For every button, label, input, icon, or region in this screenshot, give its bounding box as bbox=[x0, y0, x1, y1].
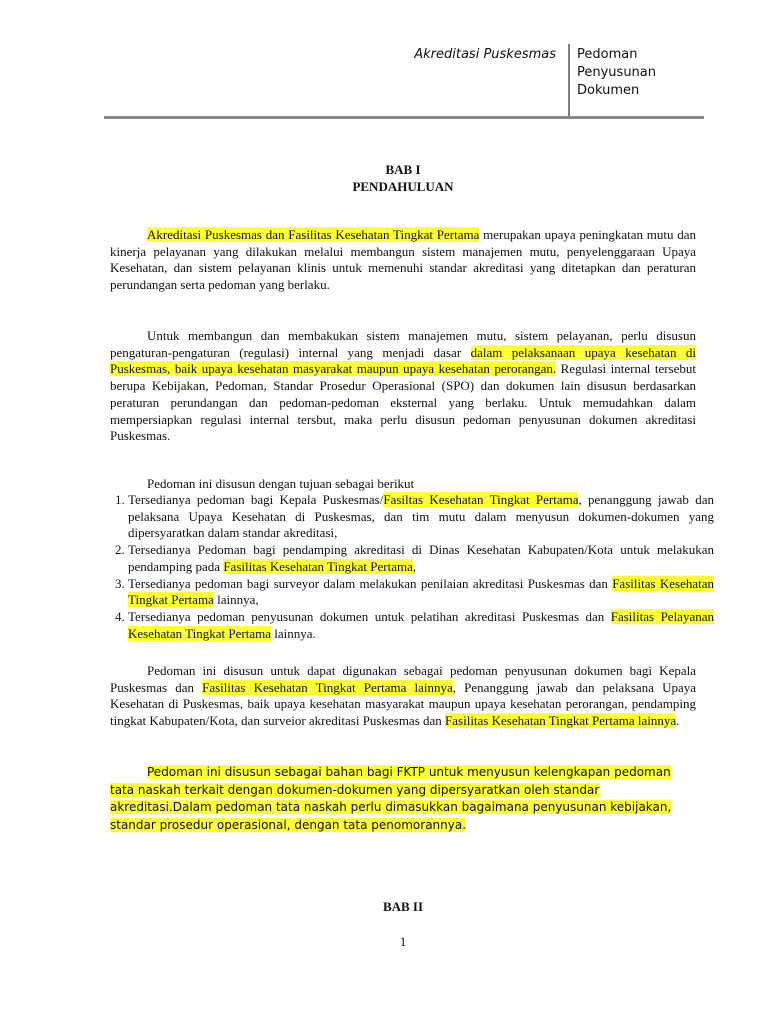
list-item-text: , bbox=[412, 558, 417, 574]
list-item-text: , penanggung jawab dan pelaksana Upaya Kesehatan di Puskesmas, dan tim mutu dalam menyusun dokumen-dokumen yang dipersyaratkan dalam standar akreditasi, bbox=[128, 492, 714, 541]
paragraph-text: . bbox=[676, 713, 680, 729]
highlighted-text: Akreditasi Puskesmas dan Fasilitas Kesehatan Tingkat Pertama bbox=[147, 227, 480, 242]
header-doc-type-line: Penyusunan bbox=[577, 65, 657, 80]
header-doc-type-line: Pedoman bbox=[577, 47, 638, 62]
highlighted-text: Fasilitas Kesehatan Tingkat Pertama bbox=[128, 575, 714, 608]
purpose-intro bbox=[110, 476, 696, 493]
intro-paragraph bbox=[110, 227, 696, 294]
list-item-text: lainnya. bbox=[270, 625, 316, 641]
usage-paragraph bbox=[110, 663, 696, 730]
paragraph-text: , Penanggung jawab dan pelaksana Upaya Kesehatan di Puskesmas, baik upaya kesehatan masyarakat maupun upaya kesehatan perorangan, pendamping tingkat Kabupaten/Kota, dan surveior akreditasi Puskesmas dan bbox=[110, 679, 697, 729]
purpose-list bbox=[110, 492, 714, 642]
page-number: 1 bbox=[399, 934, 407, 949]
chapter-number: BAB I bbox=[385, 162, 421, 177]
list-item-text: Tersedianya pedoman bagi surveyor dalam melakukan penilaian akreditasi Puskesmas dan bbox=[128, 575, 613, 591]
highlighted-text: tata naskah terkait dengan dokumen-dokumen yang dipersyaratkan oleh standar bbox=[110, 782, 600, 797]
list-item bbox=[128, 542, 714, 575]
highlighted-text: Fasilitas Pelayanan Kesehatan Tingkat Pertama bbox=[128, 608, 714, 641]
list-item-text: Tersedianya pedoman bagi Kepala Puskesmas/ bbox=[128, 492, 384, 507]
highlighted-text: Fasiltas Kesehatan Tingkat Pertama bbox=[383, 492, 579, 507]
paragraph-text: Pedoman ini disusun untuk dapat digunakan sebagai pedoman penyusunan dokumen bagi Kepala Puskesmas dan bbox=[110, 663, 696, 695]
paragraph-text: merupakan upaya peningkatan mutu dan kinerja pelayanan yang dilakukan melalui membangun sistem manajemen mutu, penyelenggaraan Upaya Kesehatan, dan sistem pelayanan klinis untuk memenuhi standar akreditasi yang ditetapkan dan peraturan perundangan serta pedoman yang berlaku. bbox=[110, 227, 696, 293]
paragraph-text: Pedoman ini disusun dengan tujuan sebagai berikut bbox=[147, 476, 415, 491]
header-rule bbox=[104, 116, 704, 119]
list-item-text: lainnya, bbox=[213, 592, 259, 608]
header-divider bbox=[568, 44, 570, 116]
list-item bbox=[128, 609, 714, 642]
highlighted-text: Fasilitas Kesehatan Tingkat Pertama lainnya bbox=[445, 713, 677, 729]
paragraph-text: Untuk membangun dan membakukan sistem manajemen mutu, sistem pelayanan, perlu disusun pengaturan-pengaturan (regulasi) internal yang menjadi dasar bbox=[110, 328, 696, 360]
header-doc-type-line: Dokumen bbox=[577, 83, 640, 98]
highlighted-text: Pedoman ini disusun sebagai bahan bagi FKTP untuk menyusun kelengkapan pedoman bbox=[147, 765, 671, 779]
list-item-text: Tersedianya Pedoman bagi pendamping akreditasi di Dinas Kesehatan Kabupaten/Kota untuk melakukan pendamping pada bbox=[128, 542, 714, 574]
list-item bbox=[128, 576, 714, 609]
fktp-paragraph bbox=[110, 764, 696, 834]
highlighted-text: Fasilitas Kesehatan Tingkat Pertama lainnya bbox=[202, 679, 453, 695]
list-item-text: Tersedianya pedoman penyusunan dokumen untuk pelatihan akreditasi Puskesmas dan bbox=[128, 608, 611, 624]
paragraph-text: Regulasi internal tersebut berupa Kebijakan, Pedoman, Standar Prosedur Operasional (SPO) dan dokumen lain disusun berdasarkan peraturan perundangan dan pedoman-pedoman eksternal yang berlaku. Untuk memudahkan dalam mempersiapkan regulasi internal tersbut, maka perlu disusun pedoman penyusunan dokumen akreditasi Puskesmas. bbox=[110, 361, 696, 444]
highlighted-text: Fasilitas Kesehatan Tingkat Pertama bbox=[223, 558, 413, 574]
header-title: Akreditasi Puskesmas bbox=[414, 47, 556, 62]
highlighted-text: akreditasi.Dalam pedoman tata naskah perlu dimasukkan bagaimana penyusunan kebijakan, bbox=[110, 800, 672, 814]
next-chapter-number: BAB II bbox=[382, 899, 424, 914]
regulation-paragraph bbox=[110, 328, 696, 445]
highlighted-text: dalam pelaksanaan upaya kesehatan di Puskesmas, baik upaya kesehatan masyarakat maupun upaya kesehatan perorangan. bbox=[110, 344, 697, 377]
chapter-title: PENDAHULUAN bbox=[352, 179, 454, 194]
list-item bbox=[128, 492, 714, 542]
header-doc-type bbox=[577, 46, 707, 100]
highlighted-text: standar prosedur operasional, dengan tata penomorannya. bbox=[110, 817, 467, 832]
